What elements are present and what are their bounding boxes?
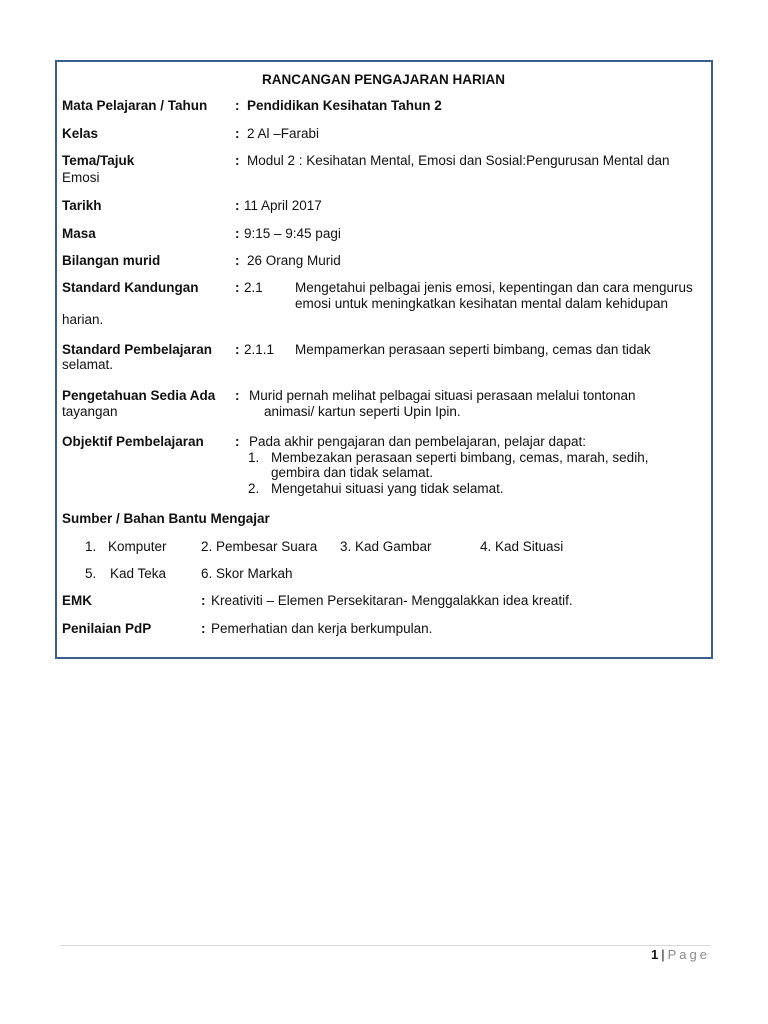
standard-pembelajaran-line1: Mempamerkan perasaan seperti bimbang, cemas dan tidak [295,342,651,357]
colon: : [201,621,206,636]
sumber-item: 4. Kad Situasi [480,539,564,554]
tarikh-value: 11 April 2017 [244,198,322,213]
page-footer [651,947,710,963]
standard-pembelajaran-code: 2.1.1 [244,342,275,357]
sumber-item: Kad Teka [110,566,167,581]
masa-label: Masa [62,226,96,241]
tema-label: Tema/Tajuk [62,153,135,168]
masa-value: 9:15 – 9:45 pagi [244,226,341,241]
objektif-item-number: 2. [248,481,260,496]
page-number: 1 [651,947,659,962]
objektif-intro: Pada akhir pengajaran dan pembelajaran, pelajar dapat: [249,434,586,449]
mata-pelajaran-label: Mata Pelajaran / Tahun [62,98,208,113]
objektif-item-line1: Mengetahui situasi yang tidak selamat. [271,481,504,496]
kelas-value: 2 Al –Farabi [247,126,320,141]
pengetahuan-line2: tayangan [62,404,118,419]
colon: : [235,280,240,295]
penilaian-value: Pemerhatian dan kerja berkumpulan. [211,621,433,636]
colon: : [235,153,240,168]
objektif-label: Objektif Pembelajaran [62,434,204,449]
colon: : [235,434,240,449]
footer-separator: | [661,947,665,962]
standard-kandungan-line1: Mengetahui pelbagai jenis emosi, kepentingan dan cara mengurus [295,280,693,295]
colon: : [201,593,206,608]
tema-value-line2: Emosi [62,170,100,185]
sumber-item-number: 1. [85,539,97,554]
tarikh-label: Tarikh [62,198,102,213]
standard-kandungan-line3: harian. [62,312,104,327]
document-title: RANCANGAN PENGAJARAN HARIAN [262,72,506,87]
sumber-label: Sumber / Bahan Bantu Mengajar [62,511,270,526]
standard-kandungan-line2: emosi untuk meningkatkan kesihatan mental dalam kehidupan [295,296,668,311]
sumber-item: 2. Pembesar Suara [201,539,318,554]
penilaian-label: Penilaian PdP [62,621,152,636]
standard-pembelajaran-label: Standard Pembelajaran [62,342,213,357]
colon: : [235,253,240,268]
mata-pelajaran-value: Pendidikan Kesihatan Tahun 2 [247,98,442,113]
colon: : [235,126,240,141]
kelas-label: Kelas [62,126,99,141]
footer-rule [60,945,710,946]
sumber-item-number: 5. [85,566,97,581]
pengetahuan-line3: animasi/ kartun seperti Upin Ipin. [264,404,461,419]
objektif-item-line2: gembira dan tidak selamat. [271,465,434,480]
emk-label: EMK [62,593,92,608]
objektif-item-number: 1. [248,450,260,465]
objektif-item-line1: Membezakan perasaan seperti bimbang, cemas, marah, sedih, [271,450,649,465]
bilangan-label: Bilangan murid [62,253,161,268]
emk-value: Kreativiti – Elemen Persekitaran- Menggalakkan idea kreatif. [211,593,573,608]
tema-value-line1: Modul 2 : Kesihatan Mental, Emosi dan Sosial:Pengurusan Mental dan [247,153,670,168]
sumber-item: 3. Kad Gambar [340,539,432,554]
pengetahuan-line1: Murid pernah melihat pelbagai situasi perasaan melalui tontonan [249,388,636,403]
colon: : [235,226,240,241]
standard-pembelajaran-line2: selamat. [62,357,114,372]
colon: : [235,98,240,113]
sumber-item: Komputer [108,539,167,554]
colon: : [235,198,240,213]
page-word: Page [667,947,710,962]
pengetahuan-label: Pengetahuan Sedia Ada [62,388,216,403]
standard-kandungan-code: 2.1 [244,280,263,295]
colon: : [235,388,240,403]
colon: : [235,342,240,357]
bilangan-value: 26 Orang Murid [247,253,341,268]
sumber-item: 6. Skor Markah [201,566,293,581]
standard-kandungan-label: Standard Kandungan [62,280,199,295]
